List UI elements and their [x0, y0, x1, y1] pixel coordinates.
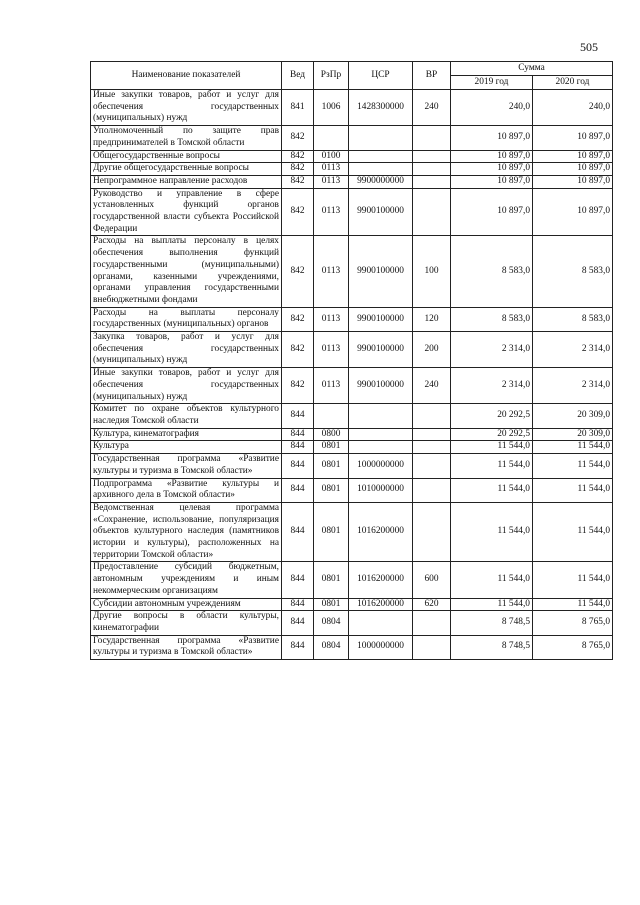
row-ved-cell: 844	[282, 598, 314, 611]
table-row	[91, 163, 613, 176]
row-ved-cell: 844	[282, 502, 314, 562]
row-vr-cell	[413, 441, 451, 454]
row-2019-cell: 8 748,5	[451, 611, 533, 635]
row-name-cell: Комитет по охране объектов культурного наследия Томской области	[91, 404, 282, 428]
row-2019-cell: 20 292,5	[451, 428, 533, 441]
table-row	[91, 562, 613, 598]
header-year-2020: 2020 год	[533, 76, 613, 90]
row-rzpr-cell: 0801	[314, 562, 349, 598]
row-ved-cell: 841	[282, 90, 314, 126]
row-2020-cell: 11 544,0	[533, 598, 613, 611]
row-2020-cell: 10 897,0	[533, 126, 613, 150]
table-body	[91, 90, 613, 660]
row-vr-cell	[413, 428, 451, 441]
row-rzpr-cell: 0804	[314, 635, 349, 659]
row-csr-cell: 9900100000	[349, 188, 413, 236]
table-row	[91, 611, 613, 635]
row-ved-cell: 844	[282, 635, 314, 659]
table-row	[91, 428, 613, 441]
table-row	[91, 307, 613, 331]
row-csr-cell	[349, 441, 413, 454]
row-2019-cell: 11 544,0	[451, 562, 533, 598]
table-row	[91, 236, 613, 307]
row-name-cell: Закупка товаров, работ и услуг для обеспечения государственных (муниципальных) нужд	[91, 332, 282, 368]
table-row	[91, 441, 613, 454]
row-vr-cell	[413, 126, 451, 150]
row-name-cell: Другие вопросы в области культуры, кинематографии	[91, 611, 282, 635]
row-2019-cell: 8 583,0	[451, 307, 533, 331]
row-2020-cell: 10 897,0	[533, 188, 613, 236]
row-2019-cell: 11 544,0	[451, 502, 533, 562]
table-header-row	[91, 62, 613, 76]
row-2019-cell: 20 292,5	[451, 404, 533, 428]
row-2019-cell: 11 544,0	[451, 598, 533, 611]
row-ved-cell: 842	[282, 175, 314, 188]
row-vr-cell: 240	[413, 90, 451, 126]
row-vr-cell: 100	[413, 236, 451, 307]
row-csr-cell: 1000000000	[349, 454, 413, 478]
row-csr-cell: 1016200000	[349, 598, 413, 611]
row-name-cell: Культура	[91, 441, 282, 454]
table-row	[91, 150, 613, 163]
row-2020-cell: 11 544,0	[533, 454, 613, 478]
row-rzpr-cell	[314, 404, 349, 428]
row-2020-cell: 10 897,0	[533, 163, 613, 176]
row-rzpr-cell: 0113	[314, 332, 349, 368]
row-rzpr-cell: 0801	[314, 441, 349, 454]
row-csr-cell	[349, 611, 413, 635]
row-rzpr-cell: 0113	[314, 163, 349, 176]
row-ved-cell: 844	[282, 404, 314, 428]
row-2020-cell: 20 309,0	[533, 428, 613, 441]
row-ved-cell: 844	[282, 454, 314, 478]
row-2020-cell: 20 309,0	[533, 404, 613, 428]
row-name-cell: Общегосударственные вопросы	[91, 150, 282, 163]
row-csr-cell: 1016200000	[349, 562, 413, 598]
row-vr-cell	[413, 502, 451, 562]
row-csr-cell: 9900100000	[349, 236, 413, 307]
row-ved-cell: 842	[282, 307, 314, 331]
row-2020-cell: 11 544,0	[533, 562, 613, 598]
row-rzpr-cell: 0113	[314, 236, 349, 307]
row-name-cell: Непрограммное направление расходов	[91, 175, 282, 188]
row-vr-cell: 240	[413, 368, 451, 404]
row-2019-cell: 2 314,0	[451, 368, 533, 404]
row-ved-cell: 844	[282, 428, 314, 441]
table-row	[91, 368, 613, 404]
row-2020-cell: 8 583,0	[533, 307, 613, 331]
row-2020-cell: 8 765,0	[533, 635, 613, 659]
row-2020-cell: 11 544,0	[533, 478, 613, 502]
row-rzpr-cell: 1006	[314, 90, 349, 126]
row-csr-cell	[349, 428, 413, 441]
row-2019-cell: 10 897,0	[451, 126, 533, 150]
row-csr-cell	[349, 150, 413, 163]
row-ved-cell: 844	[282, 441, 314, 454]
header-year-2019: 2019 год	[451, 76, 533, 90]
row-rzpr-cell	[314, 126, 349, 150]
header-sum: Сумма	[451, 62, 613, 76]
row-ved-cell: 844	[282, 478, 314, 502]
row-2019-cell: 8 583,0	[451, 236, 533, 307]
row-name-cell: Субсидии автономным учреждениям	[91, 598, 282, 611]
row-ved-cell: 842	[282, 163, 314, 176]
row-2020-cell: 2 314,0	[533, 368, 613, 404]
row-rzpr-cell: 0113	[314, 175, 349, 188]
row-vr-cell	[413, 163, 451, 176]
row-csr-cell: 1000000000	[349, 635, 413, 659]
row-rzpr-cell: 0804	[314, 611, 349, 635]
row-name-cell: Государственная программа «Развитие культуры и туризма в Томской области»	[91, 454, 282, 478]
row-rzpr-cell: 0800	[314, 428, 349, 441]
row-name-cell: Иные закупки товаров, работ и услуг для обеспечения государственных (муниципальных) нужд	[91, 90, 282, 126]
row-name-cell: Предоставление субсидий бюджетным, автономным учреждениям и иным некоммерческим организациям	[91, 562, 282, 598]
header-name: Наименование показателей	[91, 62, 282, 90]
row-name-cell: Другие общегосударственные вопросы	[91, 163, 282, 176]
header-rzpr: РзПр	[314, 62, 349, 90]
row-2020-cell: 10 897,0	[533, 175, 613, 188]
row-rzpr-cell: 0113	[314, 188, 349, 236]
row-ved-cell: 842	[282, 236, 314, 307]
row-name-cell: Расходы на выплаты персоналу в целях обеспечения выполнения функций государственными (муниципальными) органами, казенными учреждениями, органами управления государственными внебюджетными фондами	[91, 236, 282, 307]
header-csr: ЦСР	[349, 62, 413, 90]
row-vr-cell: 200	[413, 332, 451, 368]
row-name-cell: Подпрограмма «Развитие культуры и архивного дела в Томской области»	[91, 478, 282, 502]
row-vr-cell	[413, 454, 451, 478]
table-row	[91, 404, 613, 428]
row-csr-cell	[349, 404, 413, 428]
table-row	[91, 454, 613, 478]
row-rzpr-cell: 0113	[314, 368, 349, 404]
row-name-cell: Уполномоченный по защите прав предпринимателей в Томской области	[91, 126, 282, 150]
row-name-cell: Государственная программа «Развитие культуры и туризма в Томской области»	[91, 635, 282, 659]
row-ved-cell: 844	[282, 611, 314, 635]
row-vr-cell: 600	[413, 562, 451, 598]
row-csr-cell: 9900100000	[349, 332, 413, 368]
row-2020-cell: 8 583,0	[533, 236, 613, 307]
row-ved-cell: 844	[282, 562, 314, 598]
row-2020-cell: 10 897,0	[533, 150, 613, 163]
row-csr-cell: 1010000000	[349, 478, 413, 502]
table-row	[91, 188, 613, 236]
table-row	[91, 332, 613, 368]
table-row	[91, 175, 613, 188]
row-vr-cell	[413, 404, 451, 428]
row-csr-cell	[349, 126, 413, 150]
row-ved-cell: 842	[282, 126, 314, 150]
budget-table	[90, 61, 613, 660]
row-vr-cell: 120	[413, 307, 451, 331]
table-row	[91, 478, 613, 502]
row-2020-cell: 11 544,0	[533, 441, 613, 454]
table-row	[91, 126, 613, 150]
row-csr-cell	[349, 163, 413, 176]
row-csr-cell: 9900100000	[349, 368, 413, 404]
row-ved-cell: 842	[282, 368, 314, 404]
row-name-cell: Руководство и управление в сфере установленных функций органов государственной власти субъекта Российской Федерации	[91, 188, 282, 236]
row-vr-cell	[413, 635, 451, 659]
row-rzpr-cell: 0801	[314, 598, 349, 611]
row-vr-cell	[413, 611, 451, 635]
row-2019-cell: 11 544,0	[451, 454, 533, 478]
row-name-cell: Культура, кинематография	[91, 428, 282, 441]
row-ved-cell: 842	[282, 150, 314, 163]
row-2020-cell: 2 314,0	[533, 332, 613, 368]
row-rzpr-cell: 0801	[314, 454, 349, 478]
row-rzpr-cell: 0801	[314, 502, 349, 562]
row-2020-cell: 11 544,0	[533, 502, 613, 562]
row-ved-cell: 842	[282, 332, 314, 368]
page-number: 505	[580, 40, 598, 54]
header-vr: ВР	[413, 62, 451, 90]
row-rzpr-cell: 0113	[314, 307, 349, 331]
row-2019-cell: 10 897,0	[451, 188, 533, 236]
row-2019-cell: 11 544,0	[451, 441, 533, 454]
row-name-cell: Иные закупки товаров, работ и услуг для обеспечения государственных (муниципальных) нужд	[91, 368, 282, 404]
row-vr-cell	[413, 150, 451, 163]
table-row	[91, 90, 613, 126]
row-rzpr-cell: 0801	[314, 478, 349, 502]
row-2019-cell: 8 748,5	[451, 635, 533, 659]
row-2020-cell: 8 765,0	[533, 611, 613, 635]
row-ved-cell: 842	[282, 188, 314, 236]
row-name-cell: Расходы на выплаты персоналу государственных (муниципальных) органов	[91, 307, 282, 331]
row-rzpr-cell: 0100	[314, 150, 349, 163]
row-2019-cell: 240,0	[451, 90, 533, 126]
row-vr-cell: 620	[413, 598, 451, 611]
table-row	[91, 635, 613, 659]
row-vr-cell	[413, 175, 451, 188]
row-2019-cell: 10 897,0	[451, 163, 533, 176]
table-row	[91, 598, 613, 611]
row-csr-cell: 9900100000	[349, 307, 413, 331]
row-2019-cell: 10 897,0	[451, 175, 533, 188]
row-2019-cell: 11 544,0	[451, 478, 533, 502]
header-ved: Вед	[282, 62, 314, 90]
row-2019-cell: 10 897,0	[451, 150, 533, 163]
table-row	[91, 502, 613, 562]
row-vr-cell	[413, 188, 451, 236]
row-csr-cell: 9900000000	[349, 175, 413, 188]
row-name-cell: Ведомственная целевая программа «Сохранение, использование, популяризация объектов культурного наследия (памятников истории и культуры), расположенных на территории Томской области»	[91, 502, 282, 562]
row-2019-cell: 2 314,0	[451, 332, 533, 368]
row-csr-cell: 1428300000	[349, 90, 413, 126]
row-csr-cell: 1016200000	[349, 502, 413, 562]
row-vr-cell	[413, 478, 451, 502]
row-2020-cell: 240,0	[533, 90, 613, 126]
